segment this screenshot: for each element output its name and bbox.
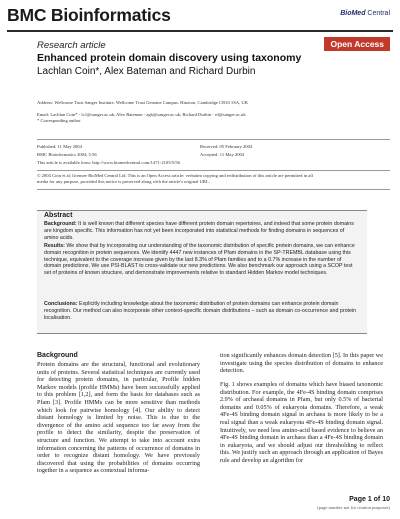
- article-authors: Lachlan Coin*, Alex Bateman and Richard Durbin: [37, 66, 256, 77]
- corresponding-author-note: * Corresponding author: [37, 118, 81, 123]
- logo-rest: Central: [365, 10, 390, 17]
- abstract-conclusions-label: Conclusions:: [44, 301, 78, 307]
- citation: BMC Bioinformatics 2004, 5:56: [37, 152, 97, 157]
- license-line-2: media for any purpose, provided this notice is preserved along with the article's original URL.: [37, 179, 210, 184]
- abstract-background-label: Background:: [44, 221, 77, 227]
- body-left-column: Protein domains are the structural, functional and evolutionary units of proteins. Several statistical techniques are currently used for detecting protein domains, in particular, Profile hidden Markov models (profile HMMs) have been successfully applied to this problem [1,2], and form the basis for databases such as Pfam [3]. Profile HMMs can be more sensitive than methods which look for pairwise homology [4]. Our ability to detect distant homology is limited by noise. This is due to the divergence of the amino acid sequence too far away from the profile to detect the similarity, despite the preservation of structure and function. We attempt to take into account extra information concerning the patterns of occurrence of domains in order to recognize distant homology. We have previously discovered that using the probabilities of domains occurring together in a sequence as contextual informa-: [37, 361, 200, 475]
- abstract-results-label: Results:: [44, 243, 65, 249]
- article-url: This article is available from: http://www.biomedcentral.com/1471-2105/5/56: [37, 160, 180, 165]
- accepted-date: Accepted: 11 May 2004: [200, 152, 245, 157]
- abstract-results: [44, 243, 360, 277]
- dates-divider: [37, 170, 390, 171]
- article-type: Research article: [37, 40, 106, 51]
- page-number-note: (page number not for citation purposes): [317, 505, 390, 510]
- author-address: Address: Wellcome Trust Sanger Institute, Wellcome Trust Genome Campus, Hinxton, Cambridge CB10 1SA, UK: [37, 100, 249, 105]
- abstract-background-text: It is well known that different species have different protein domain repertoires, and indeed that some protein domains are kingdom specific. This information has not yet been incorporated into statistical methods for finding domains in sequences of amino acids.: [44, 221, 354, 241]
- journal-title: BMC Bioinformatics: [7, 5, 171, 25]
- abstract-results-text: We show that by incorporating our understanding of the taxonomic distribution of specific protein domains, we can enhance domain recognition in protein sequences. We identify 4447 new instances of Pfam domains in the SP-TREMBL database using this technique, equivalent to the coverage increase given by the last 8.3% of Pfam families and to a 0.7% increase in the number of domain predictions. We use PSI-BLAST to cross-validate our new predictions. We also benchmark our approach using a SCOP test set of proteins of known structure, and demonstrate improvements relative to standard Hidden Markov model techniques.: [44, 243, 355, 277]
- abstract-heading: Abstract: [44, 212, 73, 219]
- license-line-1: © 2004 Coin et al; licensee BioMed Central Ltd. This is an Open Access article: verbatim copying and redistribution of this article are permitted in all: [37, 173, 313, 178]
- body-right-column-p2: Fig. 1 shows examples of domains which have biased taxonomic distribution. For example, the 4Fe-4S binding domain comprises 2.9% of archaeal domains in Pfam, but only 0.5% of bacterial domains and 0.05% of eukaryota domains. Therefore, a weak 4Fe-4S binding domain signal in archaea is more likely to be a real signal than a weak eukaryota 4Fe-4S binding domain signal. Intuitively, we need less amino-acid based evidence to believe an 4Fe-4S binding domain in archaea than a 4Fe-4S binding domain in eukaryota, and we should adjust our thresholding to reflect this. We justify such an approach through an application of Bayes rule and develop an algorithm for: [220, 381, 383, 464]
- published-date: Published: 11 May 2004: [37, 144, 82, 149]
- page-number: Page 1 of 10: [349, 496, 390, 503]
- background-heading: Background: [37, 352, 78, 359]
- affiliation-divider: [37, 139, 390, 140]
- abstract-background: [44, 221, 360, 241]
- logo-brand: BioMed: [340, 10, 366, 17]
- body-right-column-p1: tion significantly enhances domain detection [5]. In this paper we investigate using the species distribution of domains to enhance detection.: [220, 352, 383, 375]
- biomed-central-logo: [340, 10, 390, 17]
- abstract-conclusions-text: Explicitly including knowledge about the taxonomic distribution of protein domains can enhance protein domain recognition. Our method can also incorporate other context-specific domain distributions – such as domain co-occurrence and protein localisation.: [44, 301, 357, 321]
- author-emails: Email: Lachlan Coin* - lc1@sanger.ac.uk; Alex Bateman - agb@sanger.ac.uk; Richard Durbin - rd@sanger.ac.uk: [37, 112, 246, 117]
- license-divider: [37, 189, 390, 190]
- open-access-badge: Open Access: [324, 37, 390, 51]
- received-date: Received: 05 February 2004: [200, 144, 253, 149]
- header-rule: [7, 30, 393, 32]
- article-title: Enhanced protein domain discovery using taxonomy: [37, 52, 302, 64]
- abstract-conclusions: [44, 301, 360, 321]
